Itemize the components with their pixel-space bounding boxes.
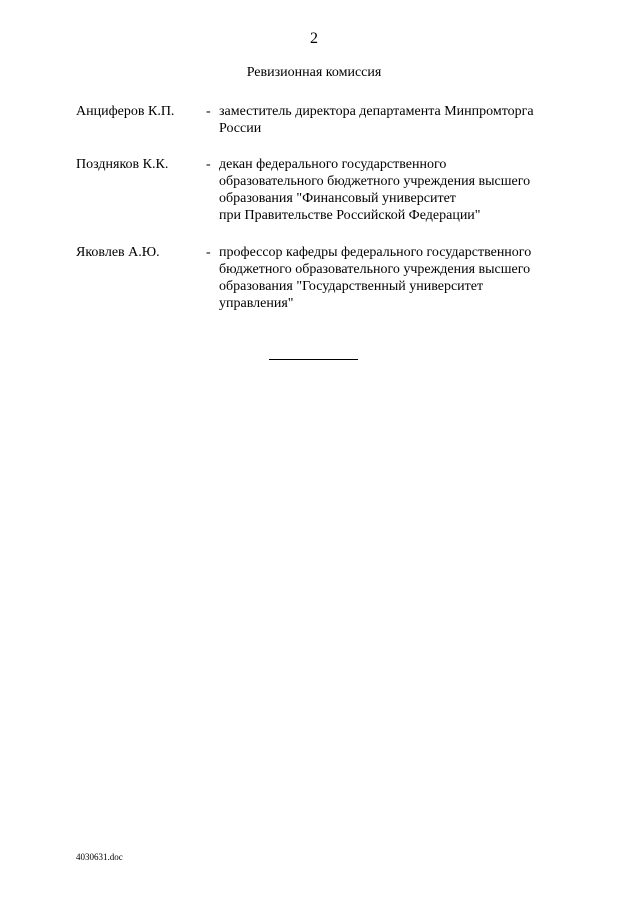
member-dash: -: [206, 104, 211, 119]
section-title: Ревизионная комиссия: [246, 65, 382, 80]
member-role: декан федерального государственного образовательного бюджетного учреждения высшего образования "Финансовый университет при Правительстве Российской Федерации": [219, 157, 531, 223]
member-name: Яковлев А.Ю.: [76, 245, 160, 260]
member-role: профессор кафедры федерального государственного бюджетного образовательного учреждения высшего образования "Государственный университет управления": [219, 245, 532, 311]
member-name: Поздняков К.К.: [76, 157, 169, 172]
member-name: Анциферов К.П.: [76, 104, 175, 119]
member-role: заместитель директора департамента Минпромторга России: [219, 104, 534, 136]
file-reference: 4030631.doc: [76, 852, 123, 862]
page-number: 2: [310, 30, 318, 47]
member-dash: -: [206, 245, 211, 260]
member-dash: -: [206, 157, 211, 172]
end-rule: [269, 359, 358, 360]
